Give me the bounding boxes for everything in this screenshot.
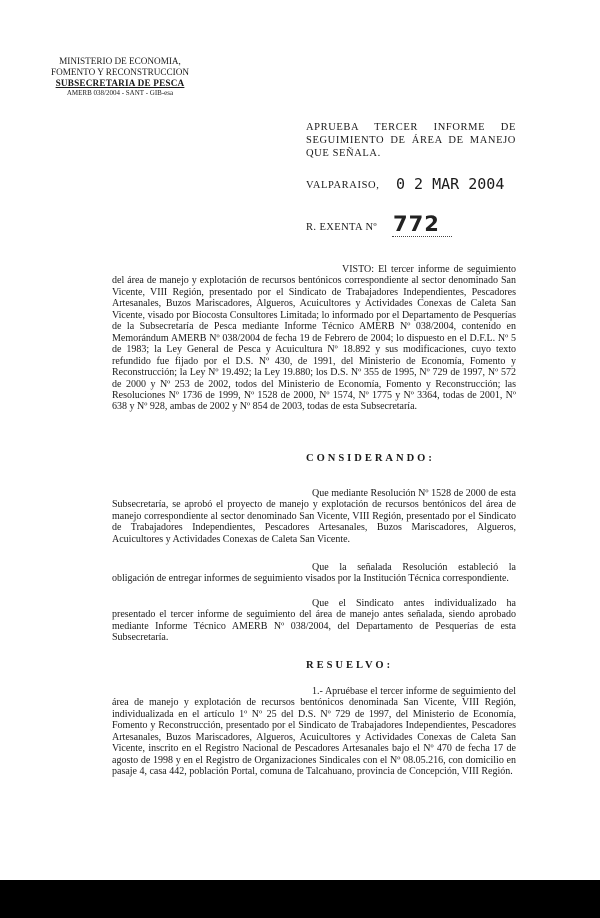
resolution-number: 772 [393, 212, 440, 236]
resuelvo-heading: RESUELVO: [306, 660, 394, 671]
reference-code: AMERB 038/2004 - SANT - GIB-esa [66, 89, 174, 97]
considerando-paragraph-1: Que mediante Resolución Nº 1528 de 2000 de esta Subsecretaría, se aprobó el proyecto de manejo y explotación de recursos bentónicos del área de manejo correspondiente al sector denominado San Vicente, VIII Región, presentado por el Sindicato de Trabajadores Independientes, Pescadores Artesanales, Buzos Mariscadores, Algueros, Acuicultores y Actividades Conexas de Caleta San Vicente. [112, 488, 516, 545]
subsecretaria-name: SUBSECRETARIA DE PESCA [55, 78, 185, 88]
resolution-label: R. EXENTA Nº [306, 222, 378, 233]
ministry-name-line1: MINISTERIO DE ECONOMIA, [59, 56, 181, 66]
considerando-heading: CONSIDERANDO: [306, 453, 435, 464]
ministry-name-line2: FOMENTO Y RECONSTRUCCION [51, 67, 189, 77]
considerando-paragraph-2: Que la señalada Resolución estableció la obligación de entregar informes de seguimiento visados por la Institución Técnica correspondiente. [112, 562, 516, 585]
resolution-underline [392, 236, 452, 237]
document-title: APRUEBA TERCER INFORME DE SEGUIMIENTO DE ÁREA DE MANEJO QUE SEÑALA. [306, 122, 516, 159]
city-label: VALPARAISO, [306, 180, 380, 191]
resuelvo-paragraph: 1.- Apruébase el tercer informe de seguimiento del área de manejo y explotación de recursos bentónicos denominada San Vicente, VIII Región, individualizada en el artículo 1º Nº 25 del D.S. Nº 729 de 1997, del Ministerio de Economía, Fomento y Reconstrucción, presentado por el Sindicato de Trabajadores Independientes, Pescadores Artesanales, Buzos Mariscadores, Algueros, Acuicultores y Actividades Conexas de Caleta San Vicente, inscrito en el Registro Nacional de Pescadores Artesanales bajo el Nº 470 de fecha 17 de agosto de 1998 y en el Registro de Organizaciones Sindicales con el Nº 08.05.216, con domicilio en pasaje 4, casa 442, población Portal, comuna de Talcahuano, provincia de Concepción, VIII Región. [112, 686, 516, 778]
scan-bottom-edge [0, 880, 600, 918]
visto-paragraph: VISTO: El tercer informe de seguimiento del área de manejo y explotación de recursos bentónicos correspondiente al sector denominado San Vicente, VIII Región, presentado por el Sindicato de Trabajadores Independientes, Pescadores Artesanales, Buzos Mariscadores, Algueros, Acuicultores y Actividades Conexas de Caleta San Vicente, visado por Biocosta Consultores Limitada; lo informado por el Departamento de Pesquerías de la Subsecretaría de Pesca mediante Informe Técnico AMERB Nº 038/2004, contenido en Memorándum AMERB Nº 038/2004 de fecha 19 de Febrero de 2004; lo dispuesto en el D.F.L. Nº 5 de 1983; la Ley General de Pesca y Acuicultura Nº 18.892 y sus modificaciones, cuyo texto refundido fue fijado por el D.S. Nº 430, de 1991, del Ministerio de Economía, Fomento y Reconstrucción; la Ley Nº 19.492; la Ley 19.880; los D.S. Nº 355 de 1995, Nº 729 de 1997, Nº 572 de 2000 y Nº 253 de 2002, todos del Ministerio de Economía, Fomento y Reconstrucción; las Resoluciones Nº 1736 de 1999, Nº 1528 de 2000, Nº 1574, Nº 1775 y Nº 3364, todas de 2001, Nº 638 y Nº 928, ambas de 2002 y Nº 854 de 2003, todas de esta Subsecretaría. [112, 264, 516, 413]
date-stamp: 0 2 MAR 2004 [396, 175, 505, 193]
considerando-paragraph-3: Que el Sindicato antes individualizado ha presentado el tercer informe de seguimiento del área de manejo antes señalada, siendo aprobado mediante Informe Técnico AMERB Nº 038/2004, del Departamento de Pesquerías de esta Subsecretaría. [112, 598, 516, 644]
letterhead [50, 56, 190, 98]
